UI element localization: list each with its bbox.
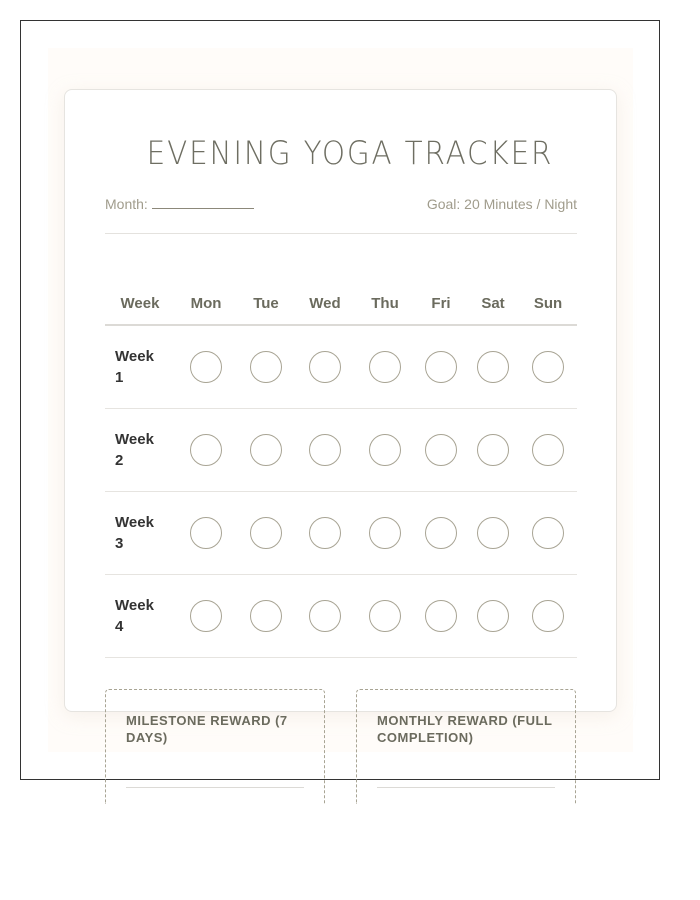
column-header: Tue <box>253 294 279 312</box>
day-checkbox-sun[interactable] <box>532 517 564 549</box>
column-header: Week <box>120 294 160 312</box>
day-checkbox-tue[interactable] <box>250 351 282 383</box>
day-checkbox-thu[interactable] <box>369 434 401 466</box>
day-checkbox-mon[interactable] <box>190 434 222 466</box>
month-blank-line[interactable] <box>152 196 254 209</box>
table-row <box>105 409 577 492</box>
table-row <box>105 492 577 575</box>
day-checkbox-mon[interactable] <box>190 351 222 383</box>
day-checkbox-thu[interactable] <box>369 517 401 549</box>
day-checkbox-sat[interactable] <box>477 600 509 632</box>
table-row <box>105 575 577 658</box>
table-header <box>105 280 577 326</box>
day-checkbox-wed[interactable] <box>309 351 341 383</box>
day-checkbox-thu[interactable] <box>369 351 401 383</box>
day-checkbox-mon[interactable] <box>190 517 222 549</box>
reward-write-line[interactable] <box>377 787 555 788</box>
reward-label: MILESTONE REWARD (7 DAYS) <box>126 713 288 745</box>
divider <box>105 233 577 234</box>
goal-text: Goal: 20 Minutes / Night <box>426 196 577 212</box>
tracker-table <box>105 280 577 658</box>
day-checkbox-tue[interactable] <box>250 434 282 466</box>
monthly-reward-box <box>356 689 576 804</box>
day-checkbox-sun[interactable] <box>532 434 564 466</box>
week-label: Week 1 <box>115 348 154 386</box>
day-checkbox-fri[interactable] <box>425 517 457 549</box>
day-checkbox-mon[interactable] <box>190 600 222 632</box>
month-label: Month: <box>105 196 148 212</box>
day-checkbox-fri[interactable] <box>425 600 457 632</box>
week-label: Week 2 <box>115 431 154 469</box>
month-field[interactable] <box>105 196 254 212</box>
page-title: EVENING YOGA TRACKER <box>146 134 554 172</box>
day-checkbox-wed[interactable] <box>309 434 341 466</box>
table-row <box>105 326 577 409</box>
week-label: Week 3 <box>115 514 154 552</box>
day-checkbox-sun[interactable] <box>532 351 564 383</box>
column-header: Mon <box>190 294 222 312</box>
column-header: Fri <box>431 294 451 312</box>
day-checkbox-thu[interactable] <box>369 600 401 632</box>
column-header: Sun <box>533 294 563 312</box>
day-checkbox-tue[interactable] <box>250 517 282 549</box>
reward-write-line[interactable] <box>126 787 304 788</box>
column-header: Thu <box>371 294 399 312</box>
day-checkbox-wed[interactable] <box>309 600 341 632</box>
day-checkbox-fri[interactable] <box>425 434 457 466</box>
day-checkbox-sat[interactable] <box>477 517 509 549</box>
milestone-reward-box <box>105 689 325 804</box>
day-checkbox-sat[interactable] <box>477 434 509 466</box>
day-checkbox-sun[interactable] <box>532 600 564 632</box>
week-label: Week 4 <box>115 597 154 635</box>
day-checkbox-wed[interactable] <box>309 517 341 549</box>
meta-row <box>105 196 577 212</box>
day-checkbox-sat[interactable] <box>477 351 509 383</box>
column-header: Sat <box>481 294 505 312</box>
reward-label: MONTHLY REWARD (FULL COMPLETION) <box>377 713 553 745</box>
column-header: Wed <box>309 294 341 312</box>
day-checkbox-fri[interactable] <box>425 351 457 383</box>
day-checkbox-tue[interactable] <box>250 600 282 632</box>
